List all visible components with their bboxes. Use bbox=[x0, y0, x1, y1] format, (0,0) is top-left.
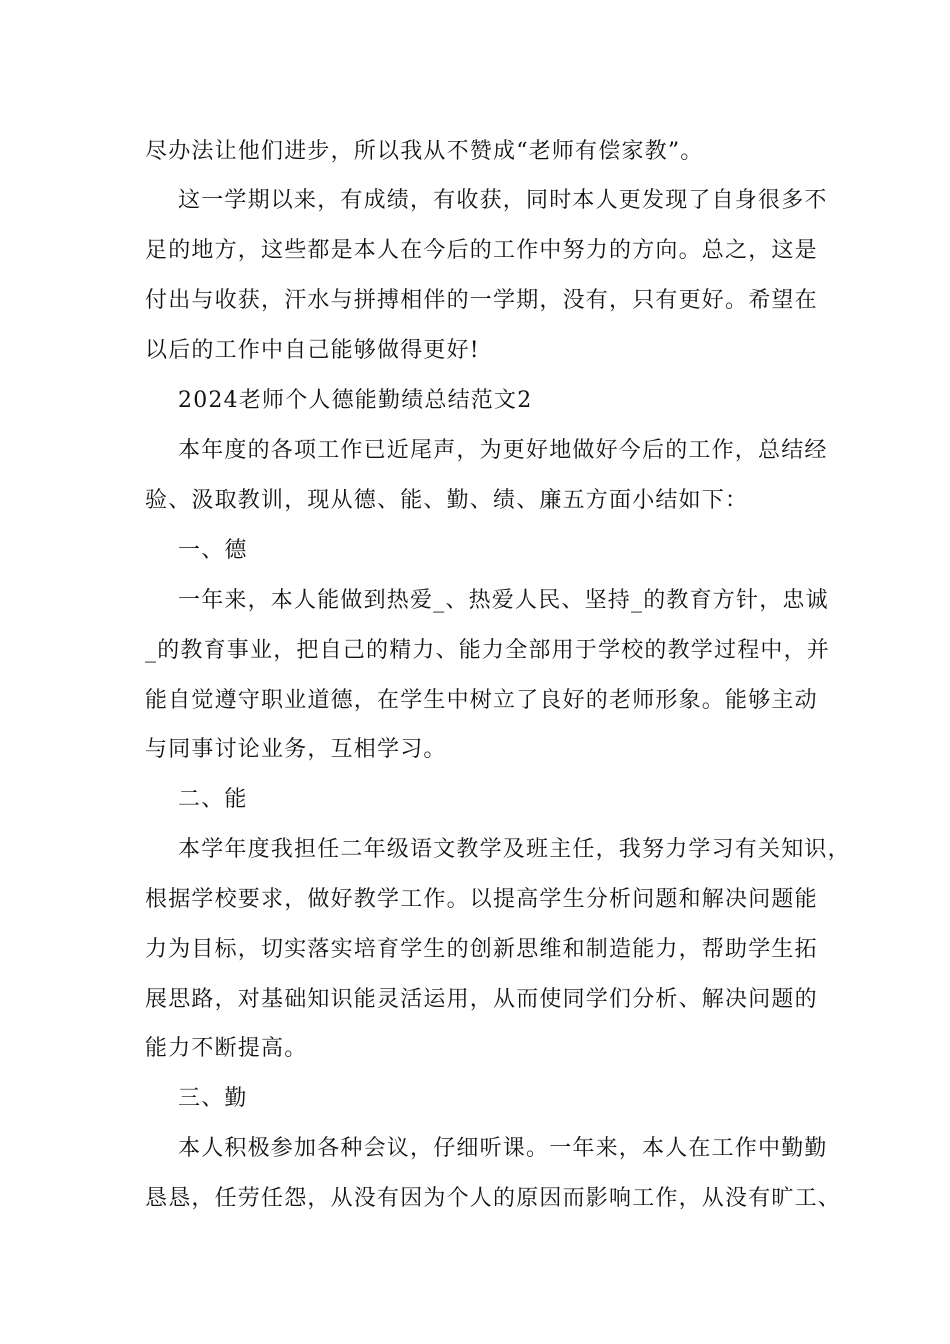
paragraph-line: 能自觉遵守职业道德，在学生中树立了良好的老师形象。能够主动 bbox=[145, 688, 818, 713]
paragraph-line: 足的地方，这些都是本人在今后的工作中努力的方向。总之，这是 bbox=[145, 238, 818, 263]
paragraph-line: 展思路，对基础知识能灵活运用，从而使同学们分析、解决问题的 bbox=[145, 987, 818, 1012]
section-heading: 三、勤 bbox=[178, 1086, 248, 1111]
paragraph-line: 一年来，本人能做到热爱_、热爱人民、坚持_的教育方针，忠诚 bbox=[178, 588, 829, 613]
section-heading: 二、能 bbox=[178, 787, 248, 812]
paragraph-line: 本年度的各项工作已近尾声，为更好地做好今后的工作，总结经 bbox=[178, 438, 828, 463]
paragraph-line: _的教育事业，把自己的精力、能力全部用于学校的教学过程中，并 bbox=[145, 638, 831, 663]
paragraph-line: 验、汲取教训，现从德、能、勤、绩、廉五方面小结如下： bbox=[145, 488, 749, 513]
paragraph-line: 根据学校要求，做好教学工作。以提高学生分析问题和解决问题能 bbox=[145, 887, 818, 912]
paragraph-line: 能力不断提高。 bbox=[145, 1036, 308, 1061]
paragraph-line: 力为目标，切实落实培育学生的创新思维和制造能力，帮助学生拓 bbox=[145, 937, 818, 962]
paragraph-line: 本学年度我担任二年级语文教学及班主任，我努力学习有关知识， bbox=[178, 837, 851, 862]
paragraph-line: 本人积极参加各种会议，仔细听课。一年来，本人在工作中勤勤 bbox=[178, 1136, 828, 1161]
section-heading: 一、德 bbox=[178, 538, 248, 563]
paragraph-line: 与同事讨论业务，互相学习。 bbox=[145, 737, 447, 762]
paragraph-line: 付出与收获，汗水与拼搏相伴的一学期，没有，只有更好。希望在 bbox=[145, 288, 818, 313]
paragraph-line: 这一学期以来，有成绩，有收获，同时本人更发现了自身很多不 bbox=[178, 188, 828, 213]
paragraph-line: 以后的工作中自己能够做得更好! bbox=[145, 338, 480, 363]
section-title: 2024老师个人德能勤绩总结范文2 bbox=[178, 388, 533, 413]
paragraph-line: 恳恳，任劳任怨，从没有因为个人的原因而影响工作，从没有旷工、 bbox=[145, 1186, 842, 1211]
paragraph-line: 尽办法让他们进步，所以我从不赞成“老师有偿家教”。 bbox=[145, 139, 704, 164]
